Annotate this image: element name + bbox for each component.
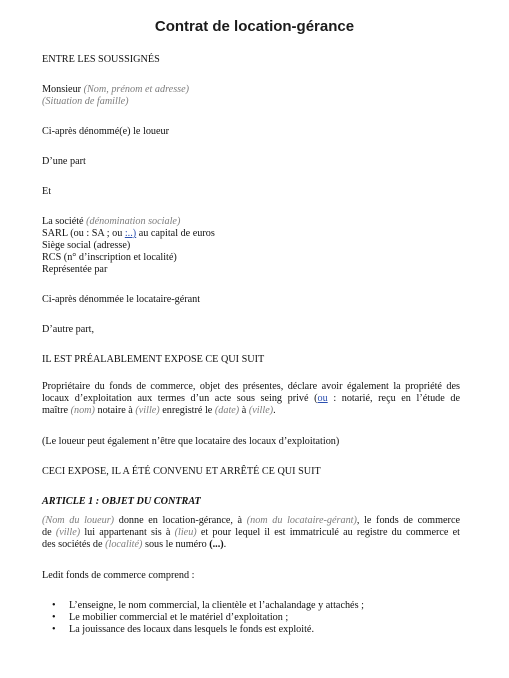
sarl-text-b: au capital de euros xyxy=(136,228,215,239)
sarl-link[interactable]: :..) xyxy=(124,228,137,239)
siege-social-line: Siège social (adresse) xyxy=(42,240,131,251)
bullet-list xyxy=(42,600,364,636)
proprietaire-text: . xyxy=(273,405,276,416)
proprietaire-line-2 xyxy=(42,393,460,405)
placeholder-nom: (nom) xyxy=(70,405,95,416)
bullet-icon: • xyxy=(52,612,56,623)
list-item-text: L’enseigne, le nom commercial, la clientèle et l’achalandage y attachés ; xyxy=(69,600,364,611)
list-item xyxy=(42,600,364,612)
article-1-line-3 xyxy=(42,539,460,551)
societe-label: La société xyxy=(42,216,87,227)
sarl-text-a: SARL (ou : SA ; ou xyxy=(42,228,125,239)
proprietaire-text: : notarié, reçu en l’étude de xyxy=(327,393,460,404)
placeholder-ville: (ville) xyxy=(248,405,274,416)
article-1-heading: ARTICLE 1 : OBJET DU CONTRAT xyxy=(42,496,201,507)
rcs-line: RCS (n° d’inscription et localité) xyxy=(42,252,177,263)
ceci-expose-heading: CECI EXPOSE, IL A ÉTÉ CONVENU ET ARRÊTÉ CE QUI SUIT xyxy=(42,466,321,477)
placeholder-ville: (ville) xyxy=(135,405,160,416)
placeholder-lieu: (lieu) xyxy=(174,527,197,538)
loueur-denomination: Ci-après dénommé(e) le loueur xyxy=(42,126,170,137)
article-text: et pour lequel il est immatriculé au registre du commerce et xyxy=(196,527,460,538)
proprietaire-line-1: Propriétaire du fonds de commerce, objet des présentes, déclare avoir également la propriété des xyxy=(42,381,460,392)
locataire-denomination: Ci-après dénommée le locataire-gérant xyxy=(42,294,201,305)
article-1-paragraph xyxy=(42,515,460,551)
une-part: D’une part xyxy=(42,156,86,167)
placeholder-nom-loueur: (Nom du loueur) xyxy=(42,515,115,526)
ou-link[interactable]: ou xyxy=(317,393,328,404)
placeholder-situation-famille: (Situation de famille) xyxy=(42,96,129,107)
article-1-line-2 xyxy=(42,527,460,539)
article-text: lui appartenant sis à xyxy=(80,527,175,538)
monsieur-label: Monsieur xyxy=(42,84,84,95)
proprietaire-text: à xyxy=(239,405,249,416)
proprietaire-text: locaux d’exploitation aux termes d’un acte sous seing privé ( xyxy=(42,393,318,404)
prealable-heading: IL EST PRÉALABLEMENT EXPOSE CE QUI SUIT xyxy=(42,354,265,365)
placeholder-nom-locataire: (nom du locataire-gérant) xyxy=(246,515,357,526)
autre-part: D’autre part, xyxy=(42,324,95,335)
proprietaire-line-3 xyxy=(42,405,460,417)
et-line: Et xyxy=(42,186,52,197)
article-text: de xyxy=(42,527,56,538)
bullet-icon: • xyxy=(52,600,56,611)
numero-placeholder: (...) xyxy=(209,539,224,550)
ledit-line: Ledit fonds de commerce comprend : xyxy=(42,570,195,581)
article-text: sous le numéro xyxy=(142,539,210,550)
placeholder-ville: (ville) xyxy=(55,527,81,538)
document-title: Contrat de location-gérance xyxy=(154,18,355,35)
loueur-note: (Le loueur peut également n’être que locataire des locaux d’exploitation) xyxy=(42,436,340,447)
list-item-text: Le mobilier commercial et le matériel d’exploitation ; xyxy=(69,612,289,623)
proprietaire-text: maître xyxy=(42,405,71,416)
placeholder-nom-adresse: (Nom, prénom et adresse) xyxy=(83,84,190,95)
placeholder-localite: (localité) xyxy=(105,539,143,550)
representee-line: Représentée par xyxy=(42,264,108,275)
placeholder-denomination: (dénomination sociale) xyxy=(86,216,181,227)
article-text: des sociétés de xyxy=(42,539,106,550)
monsieur-line xyxy=(42,84,189,96)
parties-heading: ENTRE LES SOUSSIGNÉS xyxy=(42,54,160,65)
placeholder-date: (date) xyxy=(214,405,240,416)
bullet-icon: • xyxy=(52,624,56,635)
article-text: , le fonds de commerce xyxy=(356,515,460,526)
proprietaire-paragraph xyxy=(42,381,460,417)
article-text: donne en location-gérance, à xyxy=(114,515,247,526)
proprietaire-text: enregistré le xyxy=(159,405,215,416)
proprietaire-text: notaire à xyxy=(94,405,136,416)
list-item-text: La jouissance des locaux dans lesquels le fonds est exploité. xyxy=(69,624,315,635)
article-1-line-1 xyxy=(42,515,460,527)
societe-line xyxy=(42,216,180,228)
sarl-line xyxy=(42,228,215,240)
article-text: . xyxy=(223,539,227,550)
list-item xyxy=(42,624,364,636)
list-item xyxy=(42,612,364,624)
